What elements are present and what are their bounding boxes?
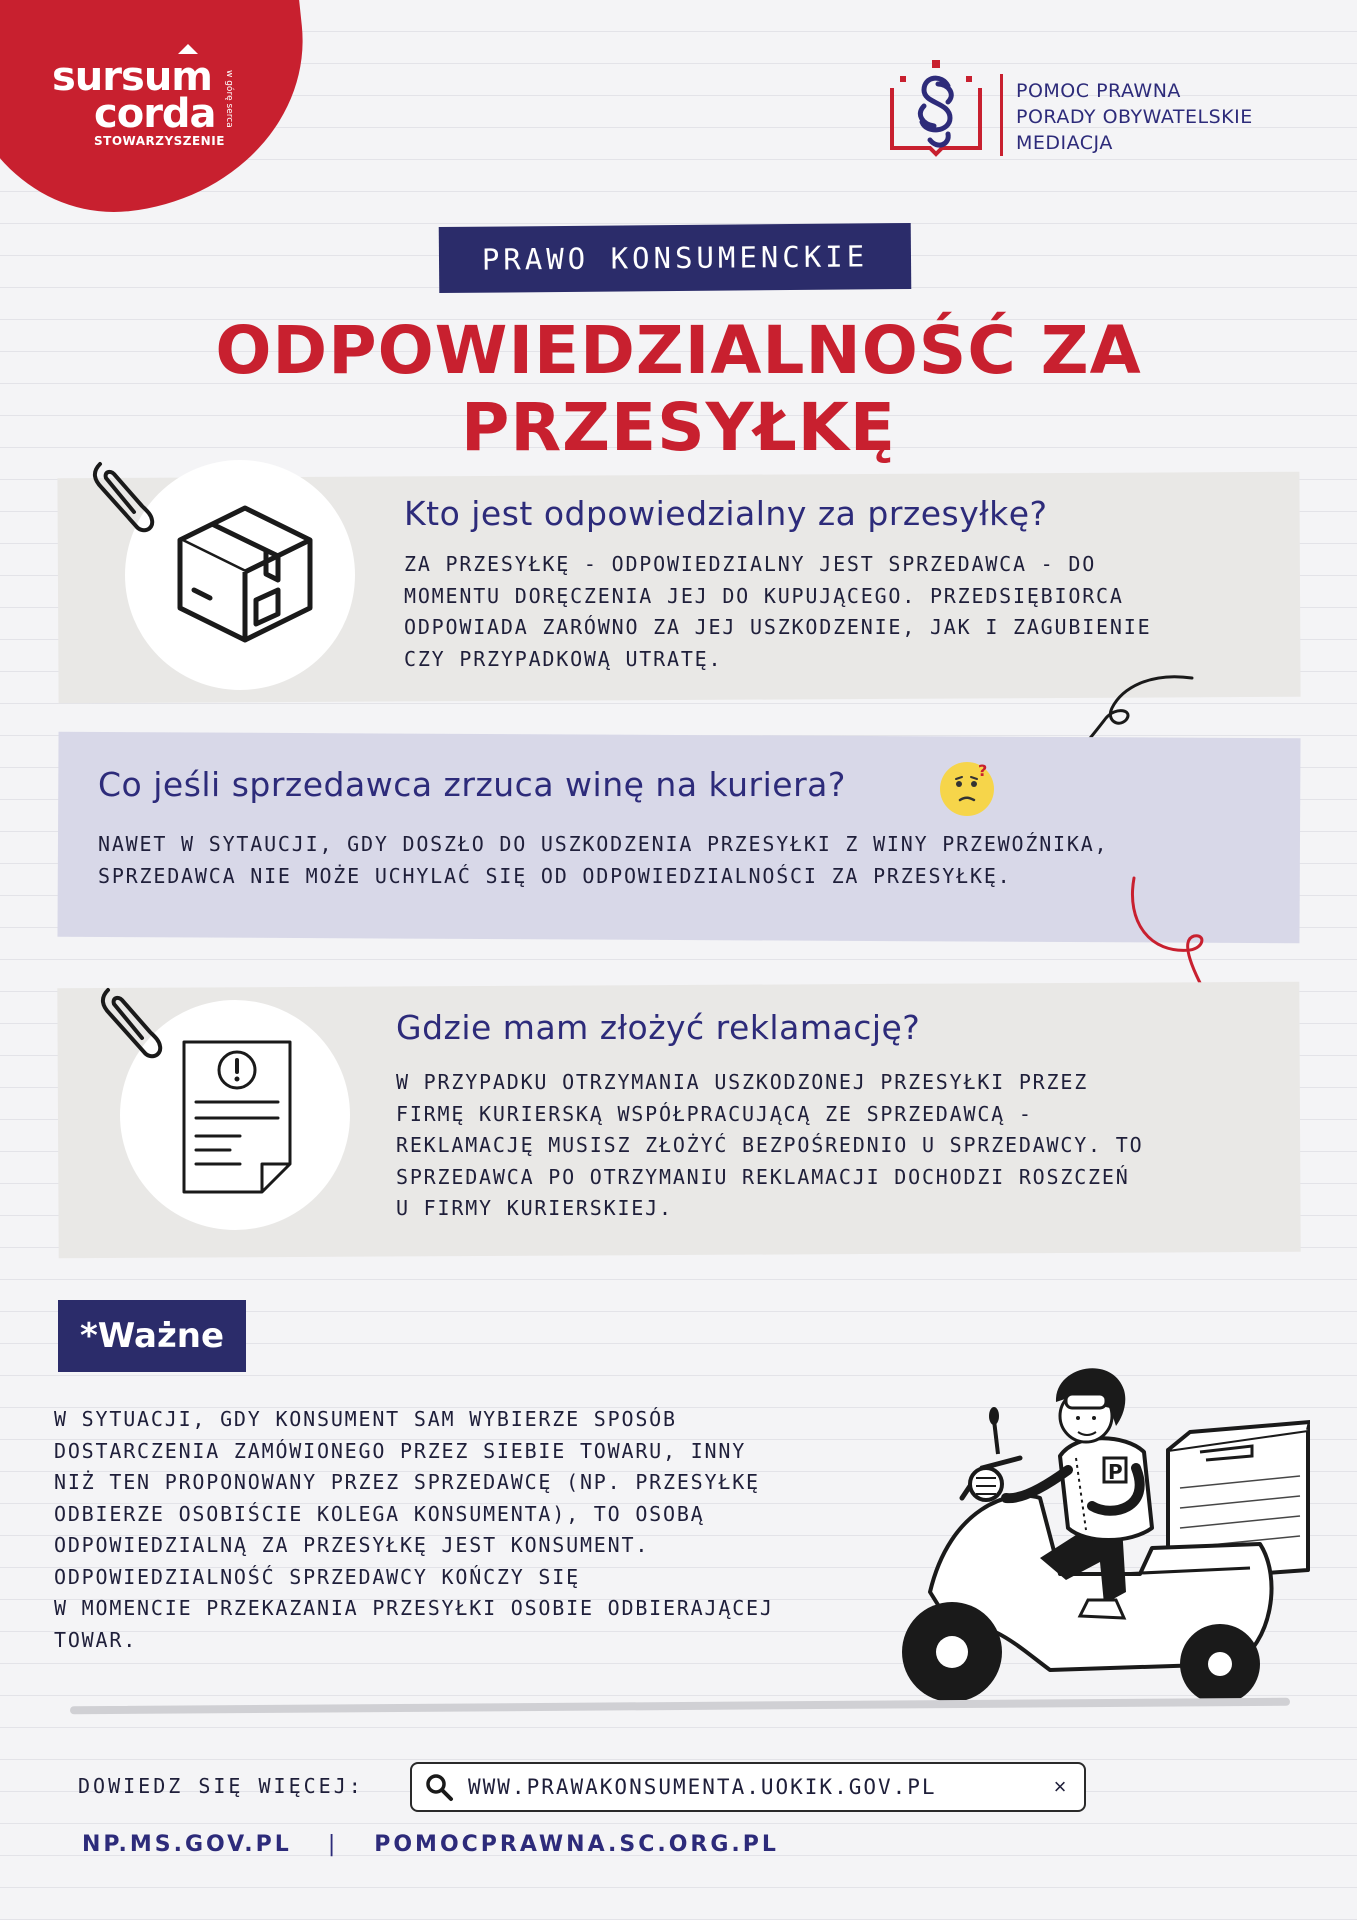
sursum-corda-logo (52, 54, 232, 148)
logo-right-line-3: MEDIACJA (1016, 132, 1113, 154)
important-line: TOWAR. (54, 1627, 138, 1652)
logo-vertical-text: w górę serca (224, 70, 234, 128)
logo-right-line-2: PORADY OBYWATELSKIE (1016, 106, 1253, 128)
footer-link-1[interactable]: NP.MS.GOV.PL (82, 1832, 292, 1857)
important-line: ODPOWIEDZIALNĄ ZA PRZESYŁKĘ JEST KONSUMENT. (54, 1533, 650, 1557)
section-3-body (396, 1067, 1276, 1225)
confused-face-icon (940, 762, 994, 816)
important-line: ODPOWIEDZIALNOŚĆ SPRZEDAWCY KOŃCZY SIĘ (54, 1564, 580, 1589)
section-1-line: ZA PRZESYŁKĘ - ODPOWIEDZIALNY JEST SPRZEDAWCA - DO (404, 552, 1097, 576)
section-3-line: REKLAMACJĘ MUSISZ ZŁOŻYĆ BEZPOŚREDNIO U SPRZEDAWCY. TO (396, 1133, 1144, 1157)
logo-line-2: corda (94, 91, 216, 137)
section-2-body (98, 829, 1278, 892)
important-label: *Ważne (58, 1300, 246, 1372)
learn-more-label: DOWIEDZ SIĘ WIĘCEJ: (78, 1774, 364, 1798)
document-alert-icon (180, 1038, 295, 1196)
section-3-line: W PRZYPADKU OTRZYMANIA USZKODZONEJ PRZESYŁKI PRZEZ (396, 1070, 1089, 1094)
logo-right-line-1: POMOC PRAWNA (1016, 80, 1181, 102)
footer-link-2[interactable]: POMOCPRAWNA.SC.ORG.PL (374, 1832, 779, 1857)
scooter-box-letter: P (1108, 1460, 1123, 1484)
logo-roof-icon (178, 44, 198, 54)
section-3-line: FIRMĘ KURIERSKĄ WSPÓŁPRACUJĄCĄ ZE SPRZEDAWCĄ - (396, 1101, 1033, 1126)
section-2-line: NAWET W SYTAUCJI, GDY DOSZŁO DO USZKODZENIA PRZESYŁKI Z WINY PRZEWOŹNIKA, (98, 832, 1109, 856)
footer-separator: | (327, 1832, 339, 1857)
logo-divider (1000, 74, 1003, 156)
package-box-icon (170, 490, 320, 655)
paperclip-icon (96, 982, 170, 1066)
paragraph-book-icon (886, 58, 986, 162)
important-line: NIŻ TEN PROPONOWANY PRZEZ SPRZEDAWCĘ (NP. PRZESYŁKĘ (54, 1470, 760, 1494)
paperclip-icon (88, 456, 162, 540)
section-3-line: U FIRMY KURIERSKIEJ. (396, 1196, 673, 1220)
important-line: W MOMENCIE PRZEKAZANIA PRZESYŁKI OSOBIE ODBIERAJĄCEJ (54, 1596, 774, 1620)
section-2-title: Co jeśli sprzedawca zrzuca winę na kuriera? (98, 765, 846, 804)
url-search-value[interactable]: WWW.PRAWAKONSUMENTA.UOKIK.GOV.PL (468, 1775, 937, 1799)
section-3-title: Gdzie mam złożyć reklamację? (396, 1008, 921, 1047)
logo-line-1: sursum (52, 54, 212, 100)
footer-links (82, 1832, 779, 1857)
section-1-line: CZY PRZYPADKOWĄ UTRATĘ. (404, 646, 723, 671)
section-1-line: MOMENTU DORĘCZENIA JEJ DO KUPUJĄCEGO. PRZEDSIĘBIORCA (404, 583, 1124, 608)
search-icon (424, 1772, 454, 1802)
section-2-line: SPRZEDAWCA NIE MOŻE UCHYLAĆ SIĘ OD ODPOWIEDZIALNOŚCI ZA PRZESYŁKĘ. (98, 863, 1012, 888)
url-search-bar[interactable] (410, 1762, 1086, 1812)
important-body (54, 1404, 884, 1656)
section-1-line: ODPOWIADA ZARÓWNO ZA JEJ USZKODZENIE, JAK I ZAGUBIENIE (404, 615, 1152, 639)
important-line: DOSTARCZENIA ZAMÓWIONEGO PRZEZ SIEBIE TOWARU, INNY (54, 1438, 747, 1463)
logo-line-3: STOWARZYSZENIE (94, 134, 225, 148)
section-1-title: Kto jest odpowiedzialny za przesyłkę? (404, 494, 1048, 533)
section-1-body (404, 549, 1284, 675)
pomoc-prawna-logo-text (1016, 78, 1253, 156)
close-icon[interactable]: × (1053, 1774, 1067, 1799)
section-3-line: SPRZEDAWCA PO OTRZYMANIU REKLAMACJI DOCHODZI ROSZCZEŃ (396, 1164, 1130, 1189)
svg-text:?: ? (978, 762, 988, 780)
courier-scooter-icon (890, 1348, 1310, 1718)
important-line: W SYTUACJI, GDY KONSUMENT SAM WYBIERZE SPOSÓB (54, 1407, 677, 1431)
category-tag: PRAWO KONSUMENCKIE (439, 223, 912, 293)
page-title: ODPOWIEDZIALNOŚĆ ZA PRZESYŁKĘ (215, 312, 1142, 466)
important-line: ODBIERZE OSOBIŚCIE KOLEGA KONSUMENTA), TO OSOBĄ (54, 1501, 705, 1526)
